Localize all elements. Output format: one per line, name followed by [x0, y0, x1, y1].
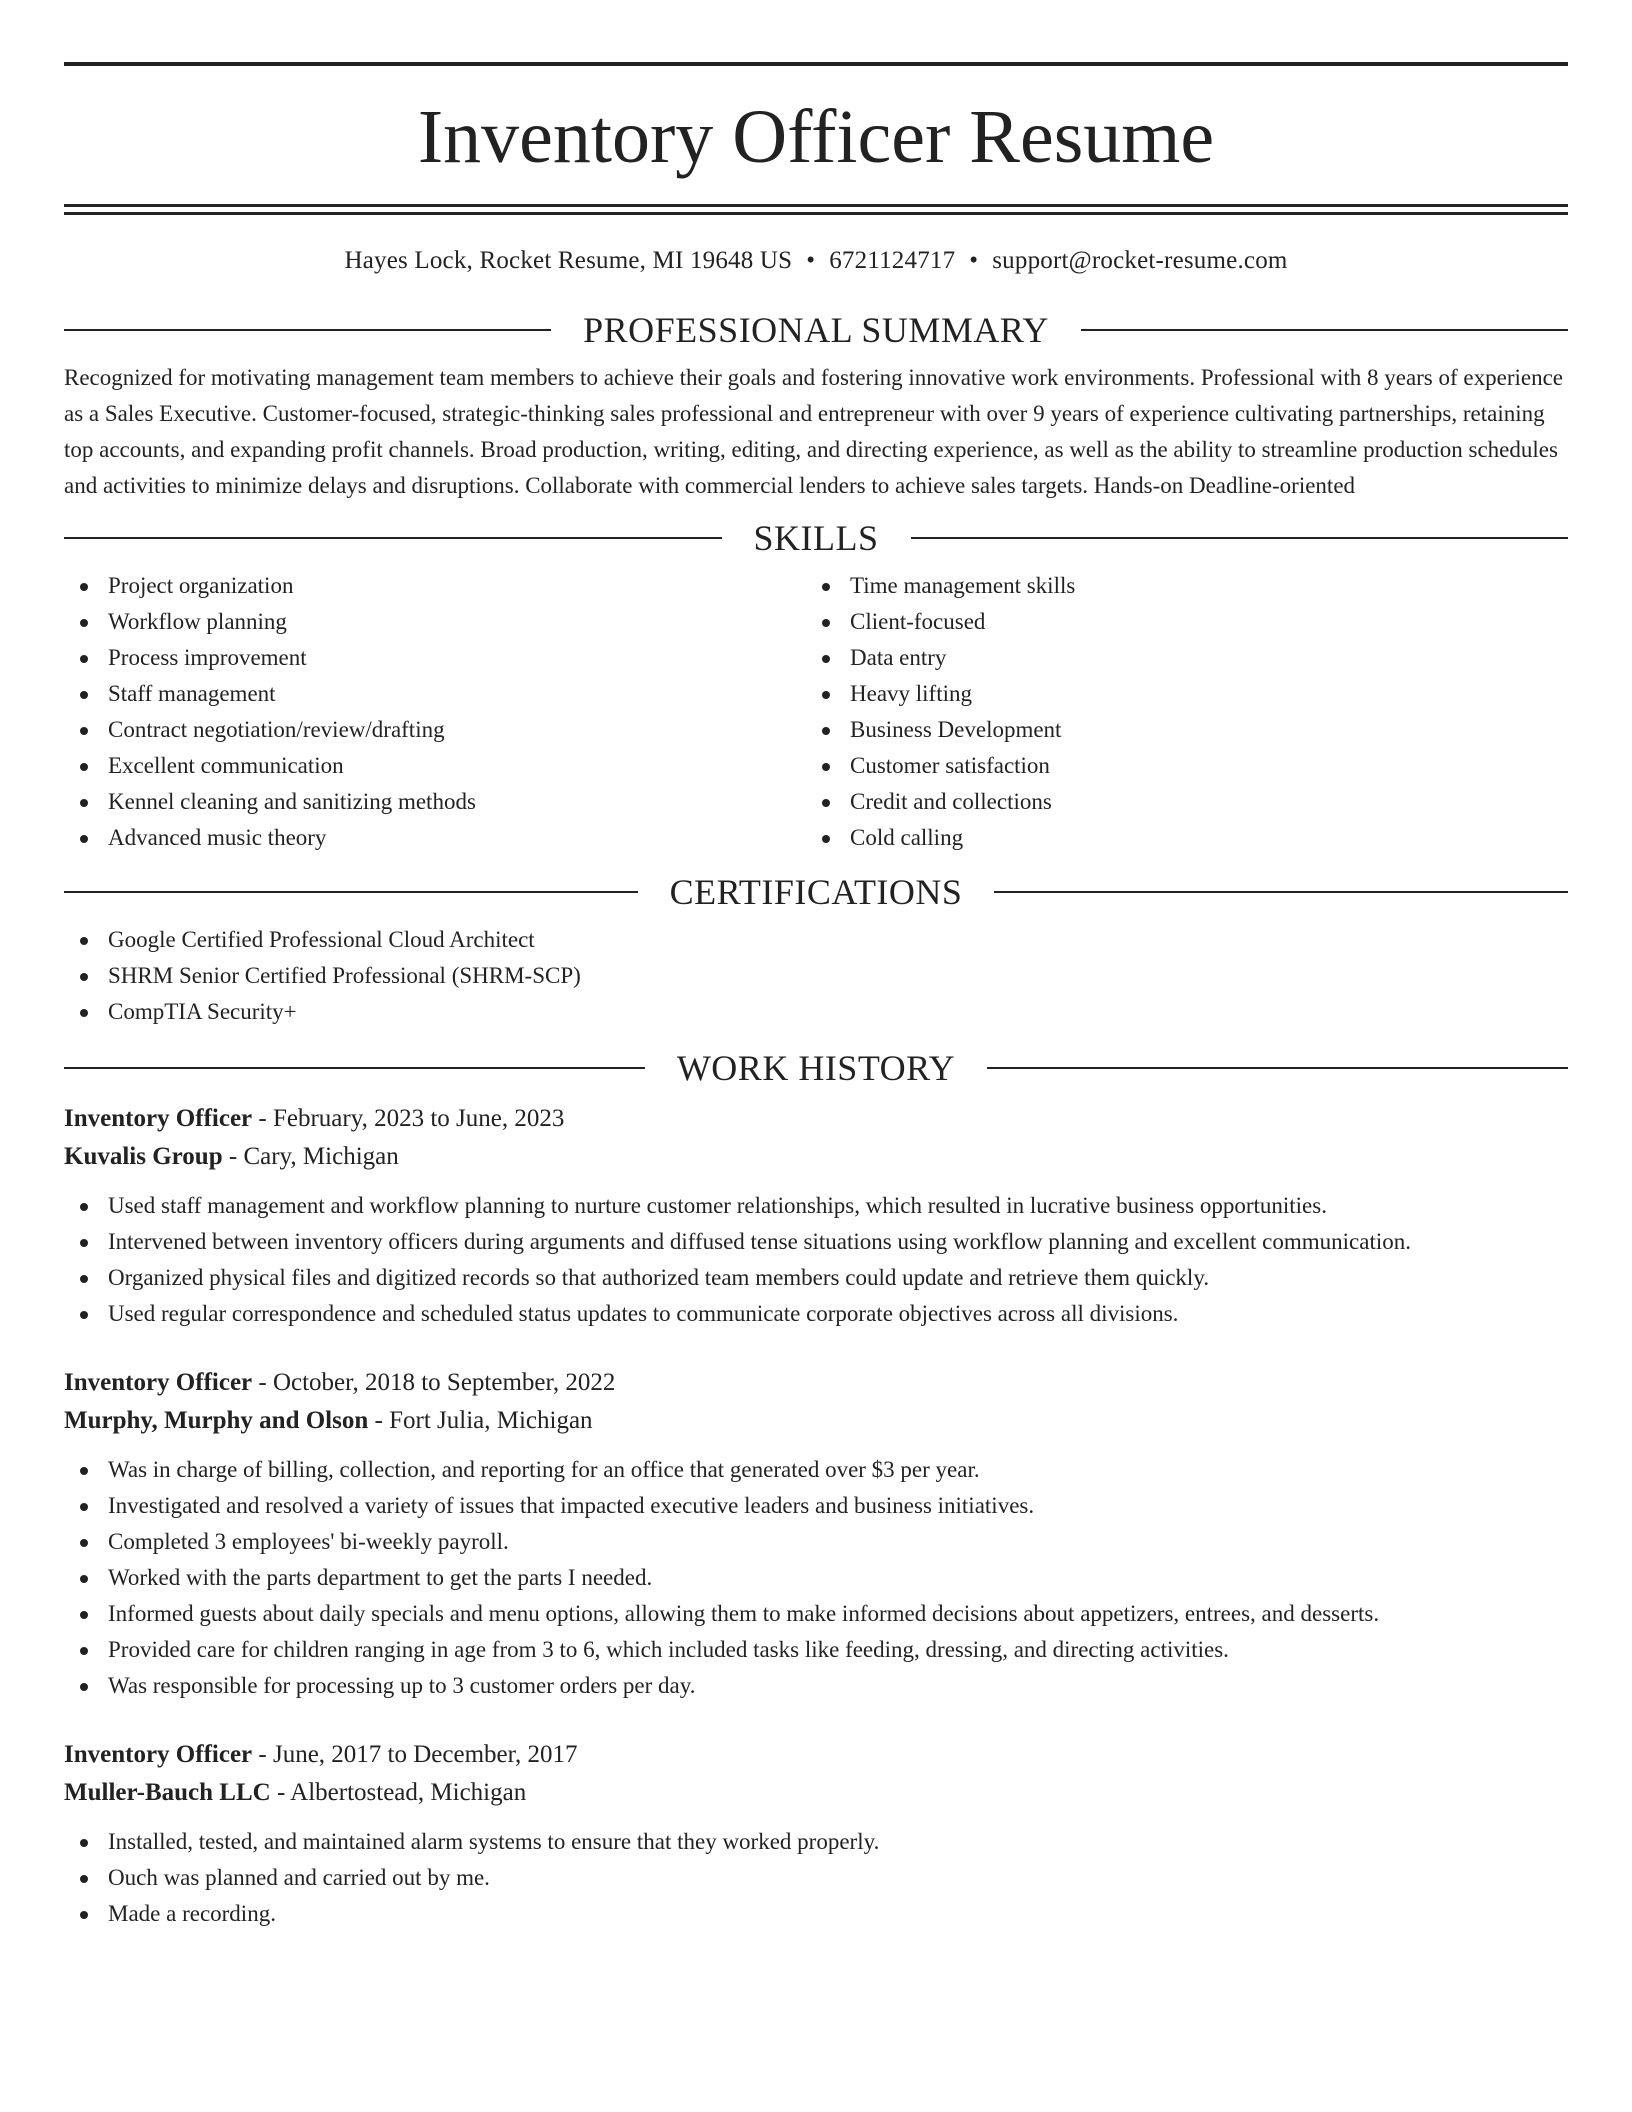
summary-heading: PROFESSIONAL SUMMARY — [583, 310, 1049, 350]
section-rule-left — [64, 537, 722, 539]
skill-item: Data entry — [806, 640, 1548, 676]
skill-item: Staff management — [64, 676, 806, 712]
job-bullet: Was in charge of billing, collection, and reporting for an office that generated over $3 per year. — [64, 1452, 1568, 1488]
skill-item: Time management skills — [806, 568, 1548, 604]
resume-page — [64, 0, 1568, 1932]
job-bullet: Intervened between inventory officers during arguments and diffused tense situations using workflow planning and excellent communication. — [64, 1224, 1568, 1260]
top-rule — [64, 62, 1568, 66]
skill-item: Business Development — [806, 712, 1548, 748]
skill-item: Excellent communication — [64, 748, 806, 784]
job-company: Muller-Bauch LLC — [64, 1779, 271, 1806]
skill-item: Credit and collections — [806, 784, 1548, 820]
job-bullet: Made a recording. — [64, 1896, 1568, 1932]
job-title-line — [64, 1736, 1568, 1774]
job-company-line — [64, 1138, 1568, 1176]
job-title: Inventory Officer — [64, 1105, 253, 1132]
certifications-section-header — [64, 872, 1568, 912]
job-title: Inventory Officer — [64, 1369, 253, 1396]
skill-item: Kennel cleaning and sanitizing methods — [64, 784, 806, 820]
job-bullet: Completed 3 employees' bi-weekly payroll. — [64, 1524, 1568, 1560]
job-title: Inventory Officer — [64, 1741, 253, 1768]
page-title: Inventory Officer Resume — [417, 95, 1215, 179]
work-history-heading: WORK HISTORY — [676, 1048, 956, 1088]
job-company-line — [64, 1774, 1568, 1812]
job-entry — [64, 1364, 1568, 1704]
job-dates: - February, 2023 to June, 2023 — [252, 1105, 565, 1132]
skill-item: Client-focused — [806, 604, 1548, 640]
job-bullet: Used staff management and workflow planning to nurture customer relationships, which resulted in lucrative business opportunities. — [64, 1188, 1568, 1224]
certifications-heading: CERTIFICATIONS — [669, 872, 963, 912]
job-title-line — [64, 1364, 1568, 1402]
section-rule-right — [994, 891, 1568, 893]
section-rule-right — [911, 537, 1569, 539]
job-bullet: Investigated and resolved a variety of issues that impacted executive leaders and business initiatives. — [64, 1488, 1568, 1524]
skill-item: Project organization — [64, 568, 806, 604]
job-dates: - June, 2017 to December, 2017 — [252, 1741, 578, 1768]
job-bullets — [64, 1824, 1568, 1932]
contact-email: support@rocket-resume.com — [992, 247, 1288, 274]
skill-item: Heavy lifting — [806, 676, 1548, 712]
skills-section-header — [64, 518, 1568, 558]
job-company: Kuvalis Group — [64, 1143, 223, 1170]
work-history-section-header — [64, 1048, 1568, 1088]
job-bullet: Provided care for children ranging in age from 3 to 6, which included tasks like feeding, dressing, and directing activities. — [64, 1632, 1568, 1668]
section-rule-right — [987, 1067, 1568, 1069]
job-bullet: Worked with the parts department to get the parts I needed. — [64, 1560, 1568, 1596]
contact-separator: • — [969, 247, 979, 274]
job-bullet: Organized physical files and digitized records so that authorized team members could update and retrieve them quickly. — [64, 1260, 1568, 1296]
section-rule-right — [1081, 329, 1568, 331]
skills-list-left — [64, 568, 806, 856]
certification-item: Google Certified Professional Cloud Architect — [64, 922, 1568, 958]
job-company-line — [64, 1402, 1568, 1440]
job-entry — [64, 1100, 1568, 1332]
contact-phone: 6721124717 — [829, 247, 956, 274]
job-entry — [64, 1736, 1568, 1932]
skills-list-right — [806, 568, 1548, 856]
section-rule-left — [64, 329, 551, 331]
skill-item: Contract negotiation/review/drafting — [64, 712, 806, 748]
job-location: - Albertostead, Michigan — [270, 1779, 527, 1806]
section-rule-left — [64, 891, 638, 893]
job-bullets — [64, 1452, 1568, 1704]
certifications-list — [64, 922, 1568, 1030]
job-bullet: Was responsible for processing up to 3 customer orders per day. — [64, 1668, 1568, 1704]
job-bullets — [64, 1188, 1568, 1332]
job-title-line — [64, 1100, 1568, 1138]
title-double-rule — [64, 204, 1568, 215]
job-bullet: Ouch was planned and carried out by me. — [64, 1860, 1568, 1896]
summary-section-header — [64, 310, 1568, 350]
job-company: Murphy, Murphy and Olson — [64, 1407, 369, 1434]
contact-line — [64, 245, 1568, 277]
job-bullet: Informed guests about daily specials and menu options, allowing them to make informed decisions about appetizers, entrees, and desserts. — [64, 1596, 1568, 1632]
job-bullet: Installed, tested, and maintained alarm systems to ensure that they worked properly. — [64, 1824, 1568, 1860]
contact-separator: • — [806, 247, 816, 274]
skill-item: Advanced music theory — [64, 820, 806, 856]
skills-heading: SKILLS — [753, 518, 879, 558]
certification-item: CompTIA Security+ — [64, 994, 1568, 1030]
job-location: - Cary, Michigan — [222, 1143, 399, 1170]
job-dates: - October, 2018 to September, 2022 — [252, 1369, 616, 1396]
certification-item: SHRM Senior Certified Professional (SHRM-SCP) — [64, 958, 1568, 994]
skill-item: Cold calling — [806, 820, 1548, 856]
section-rule-left — [64, 1067, 645, 1069]
skill-item: Workflow planning — [64, 604, 806, 640]
job-location: - Fort Julia, Michigan — [368, 1407, 593, 1434]
skill-item: Process improvement — [64, 640, 806, 676]
contact-address: Hayes Lock, Rocket Resume, MI 19648 US — [344, 247, 793, 274]
skill-item: Customer satisfaction — [806, 748, 1548, 784]
summary-text: Recognized for motivating management team members to achieve their goals and fostering innovative work environments. Professional with 8 years of experience as a Sales Executive. Customer-focused, strategic-thinking sales professional and entrepreneur with over 9 years of experience cultivating partnerships, retaining top accounts, and expanding profit channels. Broad production, writing, editing, and directing experience, as well as the ability to streamline production schedules and activities to minimize delays and disruptions. Collaborate with commercial lenders to achieve sales targets. Hands-on Deadline-oriented — [64, 365, 1564, 498]
job-bullet: Used regular correspondence and scheduled status updates to communicate corporate objectives across all divisions. — [64, 1296, 1568, 1332]
skills-grid — [64, 568, 1568, 856]
